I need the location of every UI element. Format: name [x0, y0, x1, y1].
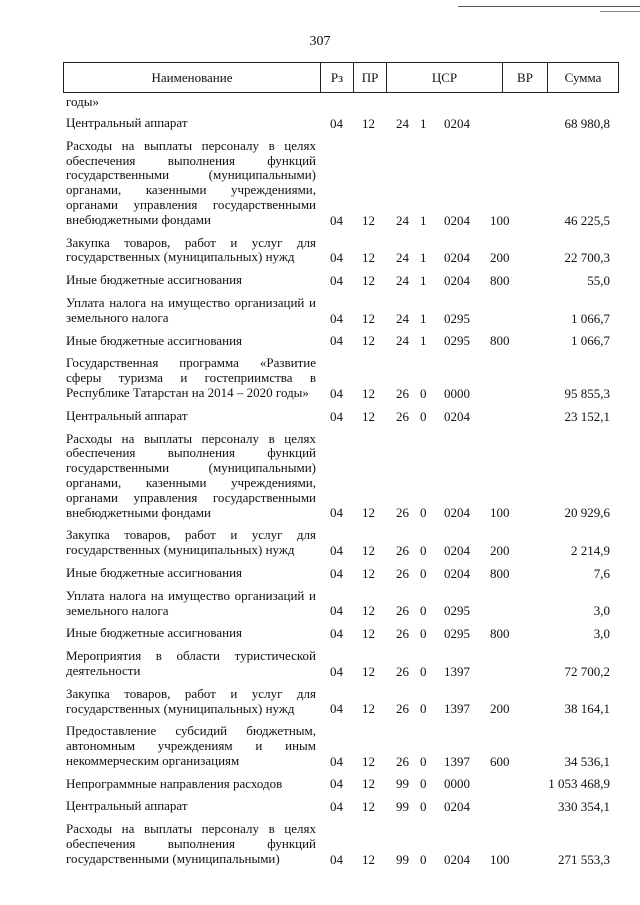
- row-codes: [66, 754, 612, 769]
- row-codes: [66, 250, 612, 265]
- cell-c3: 1397: [444, 701, 470, 717]
- cell-pr: 12: [362, 115, 375, 131]
- cell-c3: 0204: [444, 115, 470, 131]
- cell-c3: 0204: [444, 212, 470, 228]
- cell-c2: 1: [420, 212, 427, 228]
- cell-c1: 26: [396, 753, 409, 769]
- cell-rz: 04: [330, 626, 343, 642]
- cell-c1: 24: [396, 333, 409, 349]
- cell-c2: 0: [420, 408, 427, 424]
- cell-c3: 0204: [444, 542, 470, 558]
- cell-c1: 99: [396, 776, 409, 792]
- row-codes: [66, 799, 612, 814]
- cell-rz: 04: [330, 776, 343, 792]
- cell-c1: 26: [396, 565, 409, 581]
- cell-c1: 99: [396, 799, 409, 815]
- cell-pr: 12: [362, 250, 375, 266]
- cell-c1: 24: [396, 115, 409, 131]
- cell-c1: 26: [396, 626, 409, 642]
- table-body: [66, 108, 612, 867]
- table-row: [66, 777, 612, 792]
- table-row: [66, 409, 612, 424]
- cell-c2: 1: [420, 310, 427, 326]
- cell-sum: 1 066,7: [571, 333, 610, 349]
- cell-sum: 7,6: [593, 565, 610, 581]
- cell-c1: 26: [396, 603, 409, 619]
- cell-c1: 26: [396, 408, 409, 424]
- row-name: Расходы на выплаты персоналу в целях обеспечения выполнения функций государственными (муниципальными) органами, казенными учреждениями, органами управления государственными внебюджетными фондами: [66, 430, 316, 520]
- cell-rz: 04: [330, 333, 343, 349]
- cell-c3: 0295: [444, 333, 470, 349]
- row-name: Иные бюджетные ассигнования: [66, 625, 243, 641]
- cell-sum: 72 700,2: [564, 663, 610, 679]
- cell-c1: 26: [396, 505, 409, 521]
- row-codes: [66, 311, 612, 326]
- cell-rz: 04: [330, 565, 343, 581]
- table-row: [66, 822, 612, 866]
- cell-vr: 800: [490, 565, 510, 581]
- cell-sum: 68 980,8: [564, 115, 610, 131]
- cell-c1: 24: [396, 212, 409, 228]
- cell-pr: 12: [362, 663, 375, 679]
- row-name: Закупка товаров, работ и услуг для государственных (муниципальных) нужд: [66, 527, 316, 558]
- cell-c3: 0204: [444, 408, 470, 424]
- cell-c3: 0000: [444, 776, 470, 792]
- row-name: Центральный аппарат: [66, 798, 188, 814]
- table-row: [66, 589, 612, 619]
- cell-rz: 04: [330, 663, 343, 679]
- cell-rz: 04: [330, 310, 343, 326]
- row-name: Расходы на выплаты персоналу в целях обеспечения выполнения функций государственными (муниципальными) органами, казенными учреждениями, органами управления государственными внебюджетными фондами: [66, 137, 316, 227]
- header-rz: Рз: [321, 63, 354, 92]
- table-row: [66, 334, 612, 349]
- cell-c1: 24: [396, 310, 409, 326]
- table-row: [66, 356, 612, 400]
- cell-pr: 12: [362, 799, 375, 815]
- cell-pr: 12: [362, 333, 375, 349]
- row-codes: [66, 409, 612, 424]
- cell-c1: 26: [396, 385, 409, 401]
- cell-rz: 04: [330, 272, 343, 288]
- continuation-text: годы»: [66, 94, 99, 109]
- cell-c2: 0: [420, 505, 427, 521]
- table-row: [66, 116, 612, 131]
- row-codes: [66, 116, 612, 131]
- cell-pr: 12: [362, 626, 375, 642]
- cell-c2: 0: [420, 851, 427, 867]
- table-row: [66, 566, 612, 581]
- header-csr: ЦСР: [387, 63, 503, 92]
- cell-rz: 04: [330, 115, 343, 131]
- cell-vr: 200: [490, 701, 510, 717]
- row-codes: [66, 701, 612, 716]
- cell-rz: 04: [330, 505, 343, 521]
- cell-sum: 1 053 468,9: [548, 776, 610, 792]
- row-name: Непрограммные направления расходов: [66, 775, 283, 791]
- cell-c1: 99: [396, 851, 409, 867]
- cell-c2: 0: [420, 565, 427, 581]
- cell-sum: 38 164,1: [564, 701, 610, 717]
- cell-sum: 271 553,3: [558, 851, 610, 867]
- row-codes: [66, 273, 612, 288]
- cell-sum: 46 225,5: [564, 212, 610, 228]
- cell-vr: 200: [490, 250, 510, 266]
- table-row: [66, 236, 612, 266]
- cell-c3: 0204: [444, 565, 470, 581]
- cell-rz: 04: [330, 701, 343, 717]
- row-codes: [66, 626, 612, 641]
- cell-pr: 12: [362, 408, 375, 424]
- cell-rz: 04: [330, 542, 343, 558]
- cell-sum: 1 066,7: [571, 310, 610, 326]
- header-vr: ВР: [503, 63, 548, 92]
- cell-c3: 0000: [444, 385, 470, 401]
- row-codes: [66, 603, 612, 618]
- cell-c2: 1: [420, 272, 427, 288]
- cell-rz: 04: [330, 408, 343, 424]
- cell-vr: 200: [490, 542, 510, 558]
- cell-c3: 0295: [444, 310, 470, 326]
- row-codes: [66, 566, 612, 581]
- header-name: Наименование: [64, 63, 321, 92]
- cell-c2: 0: [420, 663, 427, 679]
- row-name: Закупка товаров, работ и услуг для государственных (муниципальных) нужд: [66, 234, 316, 265]
- cell-sum: 3,0: [593, 603, 610, 619]
- table-row: [66, 273, 612, 288]
- cell-pr: 12: [362, 272, 375, 288]
- cell-sum: 55,0: [587, 272, 610, 288]
- cell-pr: 12: [362, 565, 375, 581]
- cell-pr: 12: [362, 603, 375, 619]
- row-codes: [66, 543, 612, 558]
- cell-sum: 20 929,6: [564, 505, 610, 521]
- cell-pr: 12: [362, 753, 375, 769]
- cell-c2: 0: [420, 542, 427, 558]
- cell-c2: 0: [420, 753, 427, 769]
- row-name: Расходы на выплаты персоналу в целях обеспечения выполнения функций государственными (муниципальными): [66, 821, 316, 866]
- cell-c3: 0204: [444, 851, 470, 867]
- cell-rz: 04: [330, 799, 343, 815]
- cell-rz: 04: [330, 603, 343, 619]
- cell-c3: 1397: [444, 663, 470, 679]
- cell-c2: 1: [420, 250, 427, 266]
- cell-vr: 800: [490, 626, 510, 642]
- cell-sum: 95 855,3: [564, 385, 610, 401]
- table-row: [66, 724, 612, 768]
- row-codes: [66, 664, 612, 679]
- page-number: 307: [309, 34, 331, 49]
- table-header: [63, 62, 619, 93]
- cell-vr: 100: [490, 851, 510, 867]
- table-row: [66, 432, 612, 521]
- cell-vr: 100: [490, 212, 510, 228]
- cell-rz: 04: [330, 753, 343, 769]
- cell-c1: 26: [396, 663, 409, 679]
- row-codes: [66, 213, 612, 228]
- row-name: Закупка товаров, работ и услуг для государственных (муниципальных) нужд: [66, 685, 316, 716]
- table-row: [66, 649, 612, 679]
- cell-rz: 04: [330, 385, 343, 401]
- table-row: [66, 139, 612, 228]
- cell-sum: 23 152,1: [564, 408, 610, 424]
- cell-c2: 0: [420, 385, 427, 401]
- row-name: Государственная программа «Развитие сферы туризма и гостеприимства в Республике Татарстан на 2014 – 2020 годы»: [66, 355, 316, 400]
- table-row: [66, 296, 612, 326]
- cell-sum: 22 700,3: [564, 250, 610, 266]
- cell-c3: 0204: [444, 272, 470, 288]
- top-rule-short: [600, 11, 640, 12]
- cell-pr: 12: [362, 385, 375, 401]
- row-codes: [66, 852, 612, 867]
- cell-c3: 0295: [444, 603, 470, 619]
- row-name: Центральный аппарат: [66, 115, 188, 130]
- cell-pr: 12: [362, 212, 375, 228]
- cell-c2: 0: [420, 603, 427, 619]
- header-pr: ПР: [354, 63, 387, 92]
- cell-c3: 1397: [444, 753, 470, 769]
- row-name: Центральный аппарат: [66, 407, 188, 423]
- table-row: [66, 687, 612, 717]
- cell-c3: 0204: [444, 505, 470, 521]
- row-name: Уплата налога на имущество организаций и земельного налога: [66, 587, 316, 618]
- cell-rz: 04: [330, 851, 343, 867]
- row-codes: [66, 333, 612, 348]
- cell-c2: 1: [420, 333, 427, 349]
- cell-c3: 0204: [444, 799, 470, 815]
- cell-pr: 12: [362, 701, 375, 717]
- row-name: Иные бюджетные ассигнования: [66, 564, 243, 580]
- row-name: Уплата налога на имущество организаций и земельного налога: [66, 294, 316, 325]
- cell-c2: 0: [420, 799, 427, 815]
- cell-pr: 12: [362, 776, 375, 792]
- cell-rz: 04: [330, 250, 343, 266]
- cell-sum: 3,0: [593, 626, 610, 642]
- cell-c2: 1: [420, 115, 427, 131]
- cell-vr: 600: [490, 753, 510, 769]
- row-codes: [66, 505, 612, 520]
- cell-c2: 0: [420, 701, 427, 717]
- cell-c1: 24: [396, 272, 409, 288]
- table-row: [66, 528, 612, 558]
- cell-c3: 0204: [444, 250, 470, 266]
- cell-vr: 800: [490, 333, 510, 349]
- cell-c1: 26: [396, 701, 409, 717]
- cell-pr: 12: [362, 542, 375, 558]
- cell-sum: 34 536,1: [564, 753, 610, 769]
- cell-pr: 12: [362, 310, 375, 326]
- row-name: Мероприятия в области туристической деятельности: [66, 648, 316, 678]
- cell-pr: 12: [362, 505, 375, 521]
- cell-rz: 04: [330, 212, 343, 228]
- header-sum: Сумма: [564, 69, 602, 85]
- cell-sum: 330 354,1: [558, 799, 610, 815]
- cell-vr: 100: [490, 505, 510, 521]
- cell-sum: 2 214,9: [571, 542, 610, 558]
- top-rule: [458, 6, 640, 7]
- table-row: [66, 799, 612, 814]
- row-name: Иные бюджетные ассигнования: [66, 332, 243, 348]
- cell-vr: 800: [490, 272, 510, 288]
- row-codes: [66, 386, 612, 401]
- cell-pr: 12: [362, 851, 375, 867]
- row-name: Иные бюджетные ассигнования: [66, 272, 243, 288]
- cell-c1: 24: [396, 250, 409, 266]
- row-name: Предоставление субсидий бюджетным, автономным учреждениям и иным некоммерческим организациям: [66, 723, 316, 768]
- row-codes: [66, 776, 612, 791]
- cell-c2: 0: [420, 776, 427, 792]
- table-row: [66, 626, 612, 641]
- cell-c1: 26: [396, 542, 409, 558]
- cell-c2: 0: [420, 626, 427, 642]
- cell-c3: 0295: [444, 626, 470, 642]
